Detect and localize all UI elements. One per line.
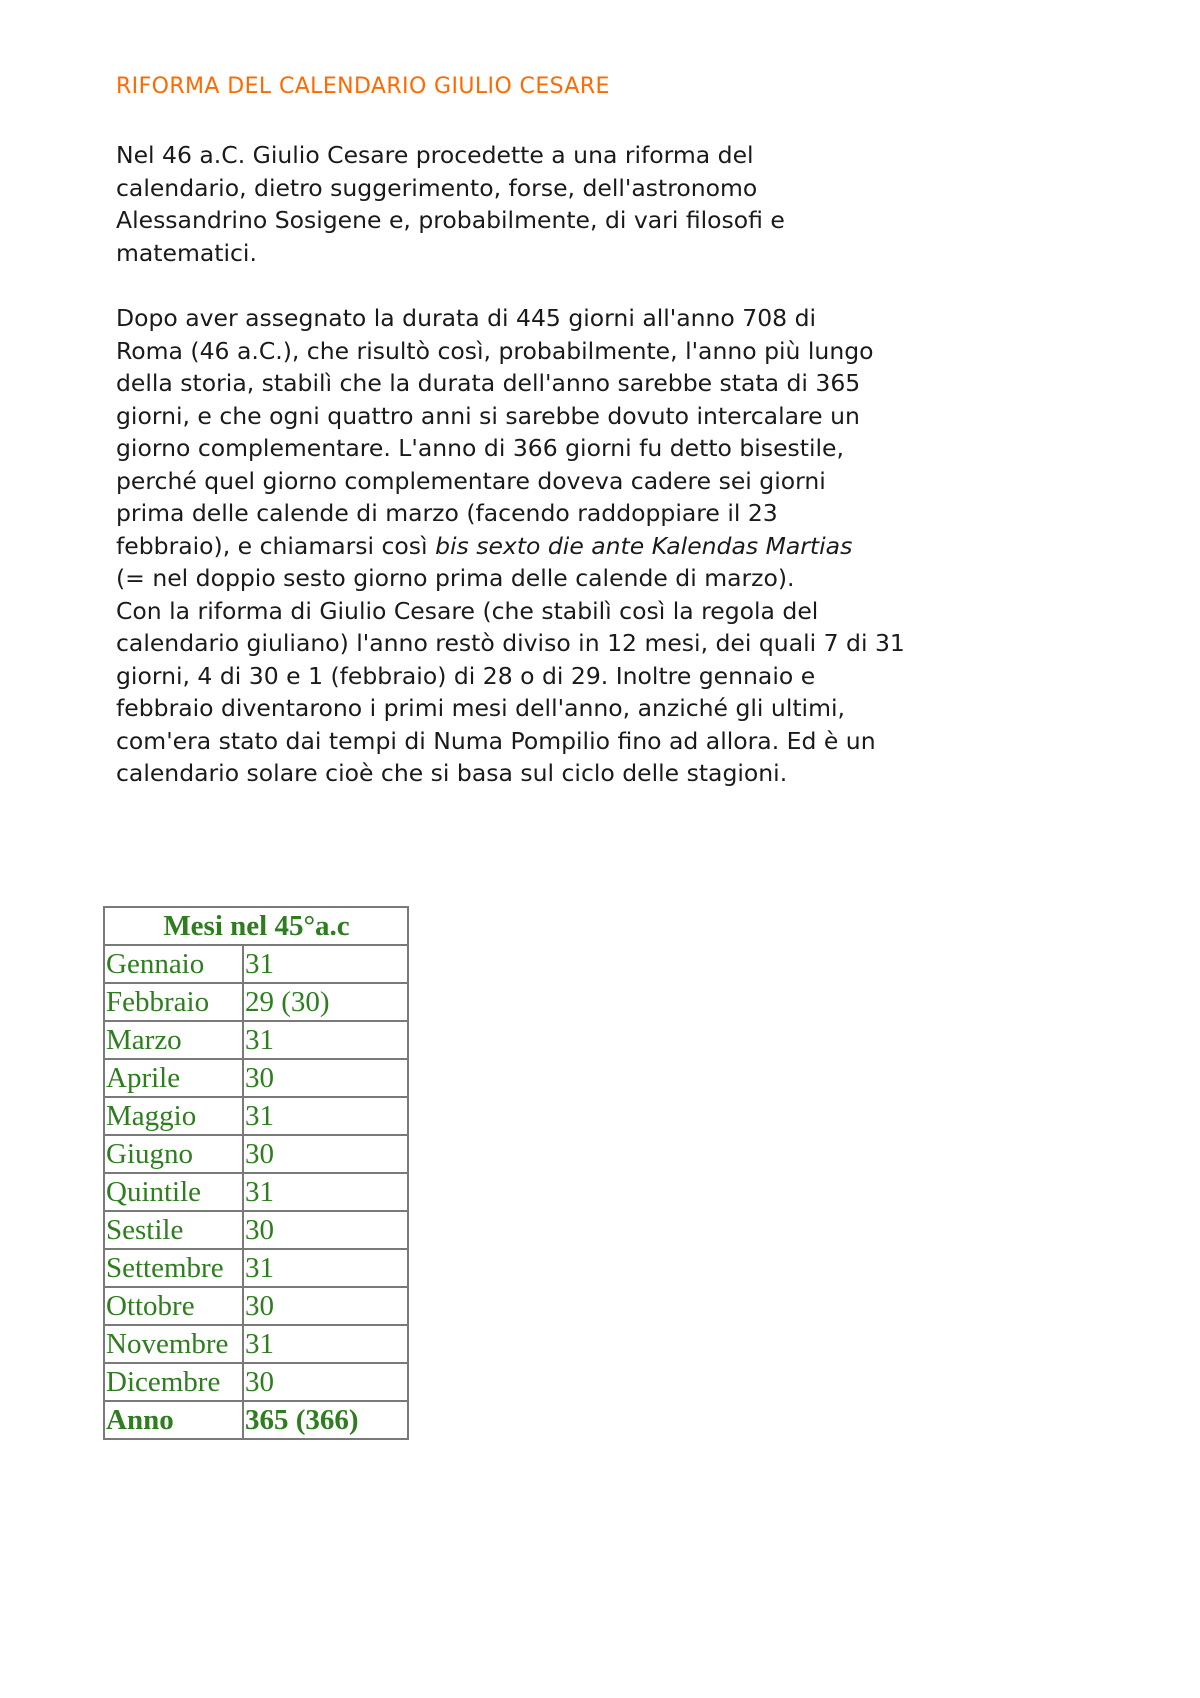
- month-name: Novembre: [104, 1325, 243, 1363]
- text-line: Con la riforma di Giulio Cesare (che stabilì così la regola del: [116, 596, 819, 625]
- month-name: Dicembre: [104, 1363, 243, 1401]
- table-row: [104, 1135, 408, 1173]
- text-line: prima delle calende di marzo (facendo raddoppiare il 23: [116, 499, 778, 527]
- text-line: com'era stato dai tempi di Numa Pompilio fino ad allora. Ed è un: [116, 726, 876, 755]
- text-fragment: febbraio), e chiamarsi così: [116, 531, 436, 560]
- month-name: Ottobre: [104, 1287, 243, 1325]
- month-name: Gennaio: [104, 945, 243, 983]
- month-name: Febbraio: [104, 983, 243, 1021]
- table-row: [104, 1097, 408, 1135]
- table-header-row: [104, 907, 408, 945]
- month-days: 30: [243, 1363, 408, 1401]
- month-name: Quintile: [104, 1173, 243, 1211]
- month-days: 30: [243, 1059, 408, 1097]
- text-line: giorno complementare. L'anno di 366 giorni fu detto bisestile,: [116, 434, 844, 462]
- total-label: Anno: [104, 1401, 243, 1439]
- latin-phrase: bis sexto die ante Kalendas Martias: [435, 531, 853, 560]
- month-days: 30: [243, 1211, 408, 1249]
- month-name: Maggio: [104, 1097, 243, 1135]
- text-line: Alessandrino Sosigene e, probabilmente, di vari filosofi e: [116, 206, 785, 234]
- table-row: [104, 1325, 408, 1363]
- paragraph-reform: [116, 302, 1116, 790]
- month-days: 31: [243, 1325, 408, 1363]
- text-line: calendario, dietro suggerimento, forse, dell'astronomo: [116, 173, 758, 202]
- text-line: Nel 46 a.C. Giulio Cesare procedette a una riforma del: [116, 141, 754, 169]
- table-row: [104, 983, 408, 1021]
- month-days: 31: [243, 1249, 408, 1287]
- table-row: [104, 1287, 408, 1325]
- table-row: [104, 1249, 408, 1287]
- page-title: RIFORMA DEL CALENDARIO GIULIO CESARE: [116, 74, 610, 99]
- text-line: giorni, 4 di 30 e 1 (febbraio) di 28 o di 29. Inoltre gennaio e: [116, 661, 816, 690]
- month-name: Marzo: [104, 1021, 243, 1059]
- text-line: della storia, stabilì che la durata dell'anno sarebbe stata di 365: [116, 369, 861, 397]
- text-line: calendario solare cioè che si basa sul ciclo delle stagioni.: [116, 759, 788, 787]
- month-days: 30: [243, 1135, 408, 1173]
- text-line: calendario giuliano) l'anno restò diviso in 12 mesi, dei quali 7 di 31: [116, 629, 905, 657]
- month-name: Sestile: [104, 1211, 243, 1249]
- text-line: (= nel doppio sesto giorno prima delle calende di marzo).: [116, 564, 795, 592]
- months-table: [103, 906, 409, 1440]
- text-line: perché quel giorno complementare doveva cadere sei giorni: [116, 466, 826, 495]
- table-row: [104, 1211, 408, 1249]
- month-name: Aprile: [104, 1059, 243, 1097]
- table-row: [104, 1021, 408, 1059]
- month-days: 29 (30): [243, 983, 408, 1021]
- text-line-with-latin: [116, 530, 1116, 563]
- table-total-row: [104, 1401, 408, 1439]
- table-header: Mesi nel 45°a.c: [104, 907, 408, 945]
- text-line: febbraio diventarono i primi mesi dell'anno, anziché gli ultimi,: [116, 694, 845, 722]
- month-days: 31: [243, 1173, 408, 1211]
- text-line: giorni, e che ogni quattro anni si sarebbe dovuto intercalare un: [116, 401, 860, 430]
- text-line: Roma (46 a.C.), che risultò così, probabilmente, l'anno più lungo: [116, 336, 874, 365]
- table-row: [104, 1173, 408, 1211]
- text-line: matematici.: [116, 238, 257, 267]
- month-days: 31: [243, 1097, 408, 1135]
- month-name: Settembre: [104, 1249, 243, 1287]
- month-name: Giugno: [104, 1135, 243, 1173]
- table-row: [104, 945, 408, 983]
- paragraph-intro: [116, 139, 1116, 269]
- month-days: 31: [243, 945, 408, 983]
- text-line: Dopo aver assegnato la durata di 445 giorni all'anno 708 di: [116, 304, 817, 332]
- month-days: 31: [243, 1021, 408, 1059]
- table-row: [104, 1363, 408, 1401]
- total-days: 365 (366): [243, 1401, 408, 1439]
- month-days: 30: [243, 1287, 408, 1325]
- table-row: [104, 1059, 408, 1097]
